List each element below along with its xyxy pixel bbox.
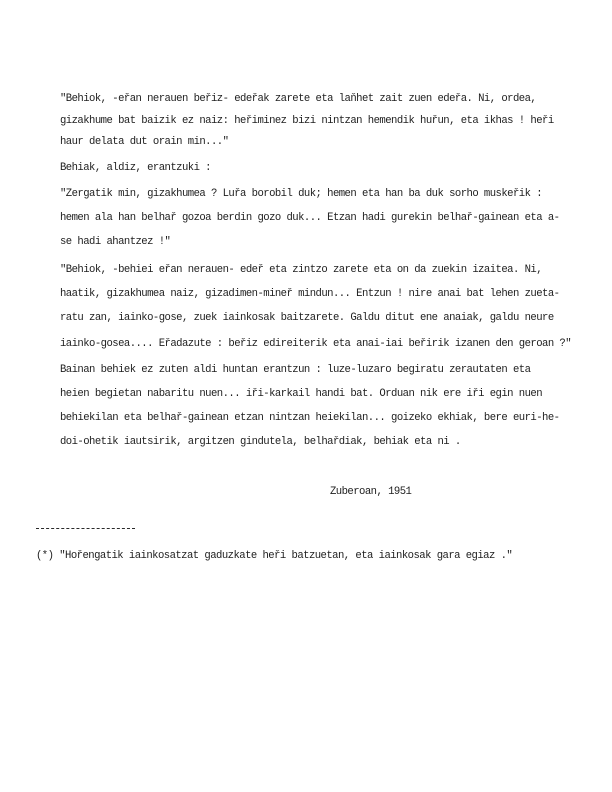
text-line: se hadi ahantzez !"	[60, 236, 171, 248]
signature-place-date: Zuberoan, 1951	[330, 486, 412, 498]
text-line: iainko-gosea.... Eřadazute : beřiz edireiterik eta anai-iai beřirik izanen den geroan ?"	[60, 338, 572, 350]
text-line: heien begietan nabaritu nuen... iři-karkail handi bat. Orduan nik ere iři egin nuen	[60, 388, 543, 400]
text-line: ratu zan, iainko-gose, zuek iainkosak baitzarete. Galdu ditut ene anaiak, galdu neure	[60, 312, 554, 324]
text-line: doi-ohetik iautsirik, argitzen gindutela, belhařdiak, behiak eta ni .	[60, 436, 461, 448]
footnote: (*) "Hořengatik iainkosatzat gaduzkate heři batzuetan, eta iainkosak gara egiaz ."	[36, 550, 513, 562]
text-line: hemen ala han belhař gozoa berdin gozo duk... Etzan hadi gurekin belhař-gainean eta a-	[60, 212, 560, 224]
text-line: Behiak, aldiz, erantzuki :	[60, 162, 211, 174]
text-line: "Behiok, -eřan nerauen beřiz- edeřak zarete eta laňhet zait zuen edeřa. Ni, ordea,	[60, 93, 537, 105]
text-line: haur delata dut orain min..."	[60, 136, 229, 148]
text-line: "Behiok, -behiei eřan nerauen- edeř eta zintzo zarete eta on da zuekin izaitea. Ni,	[60, 264, 543, 276]
footnote-separator	[36, 528, 135, 529]
text-line: gizakhume bat baizik ez naiz: heřiminez bizi nintzan hemendik huřun, eta ikhas ! heři	[60, 115, 554, 127]
text-line: "Zergatik min, gizakhumea ? Luřa borobil duk; hemen eta han ba duk sorho muskeřik :	[60, 188, 543, 200]
text-line: Bainan behiek ez zuten aldi huntan erantzun : luze-luzaro begiratu zerautaten eta	[60, 364, 531, 376]
text-line: haatik, gizakhumea naiz, gizadimen-mineř mindun... Entzun ! nire anai bat lehen zueta-	[60, 288, 560, 300]
text-line: behiekilan eta belhař-gainean etzan nintzan heiekilan... goizeko ekhiak, bere euri-he-	[60, 412, 560, 424]
